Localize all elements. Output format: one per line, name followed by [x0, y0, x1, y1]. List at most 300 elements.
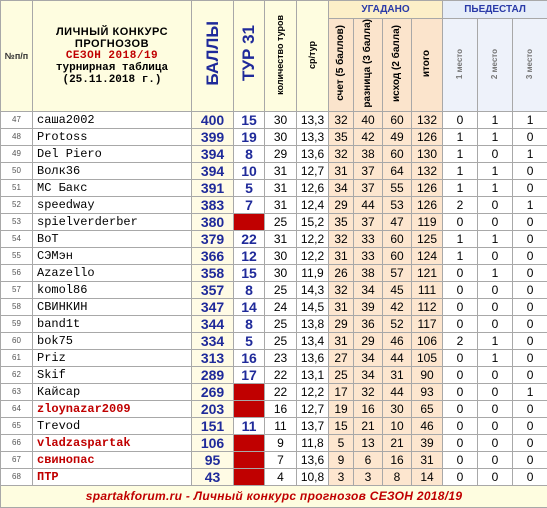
place3-cell: 0: [513, 230, 547, 247]
guessed-total-cell: 106: [412, 332, 443, 349]
difference-cell: 44: [354, 196, 383, 213]
exact-score-cell: 5: [329, 434, 354, 451]
participant-name: свинопас: [33, 451, 192, 468]
place3-cell: 0: [513, 451, 547, 468]
col-tour-header: ТУР 31: [234, 1, 265, 112]
tours-count-cell: 29: [265, 145, 297, 162]
tour-points-cell: [234, 383, 265, 400]
place3-cell: 0: [513, 281, 547, 298]
row-index: 60: [1, 332, 33, 349]
points-cell: 334: [192, 332, 234, 349]
points-cell: 347: [192, 298, 234, 315]
footer-caption: spartakforum.ru - Личный конкурс прогнозов СЕЗОН 2018/19: [1, 485, 547, 507]
difference-cell: 33: [354, 230, 383, 247]
col-outcome-header: исход (2 балла): [383, 19, 412, 112]
place2-cell: 0: [478, 468, 513, 485]
participant-name: ПТР: [33, 468, 192, 485]
tours-count-cell: 25: [265, 213, 297, 230]
exact-score-cell: 29: [329, 315, 354, 332]
place1-cell: 0: [443, 111, 478, 128]
outcome-cell: 42: [383, 298, 412, 315]
place3-cell: 1: [513, 145, 547, 162]
exact-score-cell: 32: [329, 111, 354, 128]
tours-count-cell: 9: [265, 434, 297, 451]
place1-cell: 0: [443, 349, 478, 366]
row-index: 65: [1, 417, 33, 434]
difference-cell: 39: [354, 298, 383, 315]
col-points-header: БАЛЛЫ: [192, 1, 234, 112]
avg-per-tour-cell: 11,8: [297, 434, 329, 451]
difference-cell: 34: [354, 281, 383, 298]
difference-cell: 42: [354, 128, 383, 145]
table-row: [1, 111, 547, 128]
place3-cell: 1: [513, 196, 547, 213]
guessed-total-cell: 112: [412, 298, 443, 315]
place3-cell: 0: [513, 400, 547, 417]
table-row: [1, 230, 547, 247]
place3-cell: 0: [513, 162, 547, 179]
table-date: (25.11.2018 г.): [33, 74, 191, 86]
exact-score-cell: 31: [329, 162, 354, 179]
table-row: [1, 468, 547, 485]
participant-name: саша2002: [33, 111, 192, 128]
exact-score-cell: 19: [329, 400, 354, 417]
group-guessed-header: УГАДАНО: [329, 1, 443, 19]
exact-score-cell: 31: [329, 247, 354, 264]
guessed-total-cell: 132: [412, 111, 443, 128]
points-cell: 391: [192, 179, 234, 196]
place3-cell: 0: [513, 315, 547, 332]
table-title-block: [33, 1, 192, 112]
participant-name: vladzaspartak: [33, 434, 192, 451]
points-cell: 106: [192, 434, 234, 451]
avg-per-tour-cell: 13,7: [297, 417, 329, 434]
place2-cell: 0: [478, 145, 513, 162]
place2-cell: 1: [478, 230, 513, 247]
tours-count-cell: 16: [265, 400, 297, 417]
participant-name: bok75: [33, 332, 192, 349]
place1-cell: 0: [443, 468, 478, 485]
outcome-cell: 64: [383, 162, 412, 179]
place1-cell: 2: [443, 196, 478, 213]
tours-count-cell: 11: [265, 417, 297, 434]
participant-name: Skif: [33, 366, 192, 383]
tour-points-cell: [234, 213, 265, 230]
place3-cell: 0: [513, 179, 547, 196]
tours-count-cell: 22: [265, 383, 297, 400]
outcome-cell: 8: [383, 468, 412, 485]
points-cell: 394: [192, 145, 234, 162]
tours-count-cell: 31: [265, 230, 297, 247]
difference-cell: 36: [354, 315, 383, 332]
avg-per-tour-cell: 13,4: [297, 332, 329, 349]
place2-cell: 1: [478, 332, 513, 349]
season-label: СЕЗОН 2018/19: [33, 50, 191, 62]
difference-cell: 37: [354, 213, 383, 230]
avg-per-tour-cell: 12,2: [297, 230, 329, 247]
tour-points-cell: 12: [234, 247, 265, 264]
points-cell: 344: [192, 315, 234, 332]
guessed-total-cell: 117: [412, 315, 443, 332]
points-cell: 357: [192, 281, 234, 298]
row-index: 53: [1, 213, 33, 230]
place3-cell: 0: [513, 298, 547, 315]
points-cell: 400: [192, 111, 234, 128]
difference-cell: 33: [354, 247, 383, 264]
table-row: [1, 145, 547, 162]
place1-cell: 0: [443, 451, 478, 468]
outcome-cell: 55: [383, 179, 412, 196]
tours-count-cell: 30: [265, 128, 297, 145]
guessed-total-cell: 121: [412, 264, 443, 281]
tours-count-cell: 25: [265, 332, 297, 349]
avg-per-tour-cell: 12,7: [297, 400, 329, 417]
avg-per-tour-cell: 13,8: [297, 315, 329, 332]
points-cell: 203: [192, 400, 234, 417]
row-index: 59: [1, 315, 33, 332]
points-cell: 394: [192, 162, 234, 179]
place2-cell: 1: [478, 179, 513, 196]
table-row: [1, 383, 547, 400]
row-index: 52: [1, 196, 33, 213]
guessed-total-cell: 90: [412, 366, 443, 383]
place2-cell: 0: [478, 417, 513, 434]
outcome-cell: 44: [383, 349, 412, 366]
outcome-cell: 57: [383, 264, 412, 281]
exact-score-cell: 9: [329, 451, 354, 468]
place2-cell: 0: [478, 298, 513, 315]
tour-points-cell: 8: [234, 315, 265, 332]
participant-name: Priz: [33, 349, 192, 366]
points-cell: 380: [192, 213, 234, 230]
participant-name: Trevod: [33, 417, 192, 434]
outcome-cell: 46: [383, 332, 412, 349]
tours-count-cell: 31: [265, 196, 297, 213]
place3-cell: 1: [513, 383, 547, 400]
table-row: [1, 400, 547, 417]
place1-cell: 0: [443, 264, 478, 281]
tour-points-cell: 8: [234, 145, 265, 162]
table-row: [1, 264, 547, 281]
row-index: 50: [1, 162, 33, 179]
tour-points-cell: [234, 400, 265, 417]
tours-count-cell: 25: [265, 281, 297, 298]
outcome-cell: 60: [383, 111, 412, 128]
points-cell: 289: [192, 366, 234, 383]
col-place1-header: 1 место: [443, 19, 478, 112]
place3-cell: 0: [513, 349, 547, 366]
points-cell: 95: [192, 451, 234, 468]
outcome-cell: 60: [383, 145, 412, 162]
place2-cell: 0: [478, 196, 513, 213]
table-subtitle: турнирная таблица: [33, 62, 191, 74]
participant-name: band1t: [33, 315, 192, 332]
avg-per-tour-cell: 12,4: [297, 196, 329, 213]
standings-rows: [1, 111, 547, 485]
title-line-1: ЛИЧНЫЙ КОНКУРС: [33, 26, 191, 38]
participant-name: zloynazar2009: [33, 400, 192, 417]
tour-points-cell: 19: [234, 128, 265, 145]
tours-count-cell: 23: [265, 349, 297, 366]
points-cell: 43: [192, 468, 234, 485]
place2-cell: 0: [478, 400, 513, 417]
guessed-total-cell: 119: [412, 213, 443, 230]
tours-count-cell: 30: [265, 247, 297, 264]
guessed-total-cell: 130: [412, 145, 443, 162]
place1-cell: 0: [443, 315, 478, 332]
row-index: 58: [1, 298, 33, 315]
place2-cell: 0: [478, 213, 513, 230]
place1-cell: 1: [443, 162, 478, 179]
group-podium-header: ПЬЕДЕСТАЛ: [443, 1, 547, 19]
place3-cell: 0: [513, 213, 547, 230]
difference-cell: 38: [354, 264, 383, 281]
avg-per-tour-cell: 13,6: [297, 145, 329, 162]
exact-score-cell: 32: [329, 145, 354, 162]
row-index: 55: [1, 247, 33, 264]
guessed-total-cell: 126: [412, 196, 443, 213]
place2-cell: 1: [478, 349, 513, 366]
difference-cell: 38: [354, 145, 383, 162]
exact-score-cell: 35: [329, 213, 354, 230]
place2-cell: 0: [478, 281, 513, 298]
points-cell: 151: [192, 417, 234, 434]
row-index: 57: [1, 281, 33, 298]
tours-count-cell: 30: [265, 111, 297, 128]
points-cell: 358: [192, 264, 234, 281]
row-index: 63: [1, 383, 33, 400]
place1-cell: 1: [443, 179, 478, 196]
guessed-total-cell: 14: [412, 468, 443, 485]
row-index: 54: [1, 230, 33, 247]
row-index: 67: [1, 451, 33, 468]
place1-cell: 0: [443, 366, 478, 383]
place3-cell: 0: [513, 264, 547, 281]
difference-cell: 34: [354, 349, 383, 366]
table-row: [1, 196, 547, 213]
place2-cell: 0: [478, 434, 513, 451]
col-avg-header: ср/тур: [297, 1, 329, 112]
table-row: [1, 451, 547, 468]
row-index: 64: [1, 400, 33, 417]
row-index: 48: [1, 128, 33, 145]
place3-cell: 1: [513, 111, 547, 128]
avg-per-tour-cell: 10,8: [297, 468, 329, 485]
place1-cell: 0: [443, 434, 478, 451]
participant-name: komol86: [33, 281, 192, 298]
avg-per-tour-cell: 13,1: [297, 366, 329, 383]
place2-cell: 1: [478, 162, 513, 179]
tour-points-cell: 5: [234, 179, 265, 196]
table-row: [1, 213, 547, 230]
outcome-cell: 47: [383, 213, 412, 230]
points-cell: 269: [192, 383, 234, 400]
table-row: [1, 281, 547, 298]
tour-points-cell: [234, 434, 265, 451]
points-cell: 313: [192, 349, 234, 366]
guessed-total-cell: 105: [412, 349, 443, 366]
guessed-total-cell: 31: [412, 451, 443, 468]
difference-cell: 40: [354, 111, 383, 128]
outcome-cell: 10: [383, 417, 412, 434]
table-row: [1, 179, 547, 196]
tours-count-cell: 24: [265, 298, 297, 315]
outcome-cell: 16: [383, 451, 412, 468]
exact-score-cell: 26: [329, 264, 354, 281]
place1-cell: 0: [443, 400, 478, 417]
tour-points-cell: 8: [234, 281, 265, 298]
place3-cell: 0: [513, 247, 547, 264]
place3-cell: 0: [513, 128, 547, 145]
place3-cell: 0: [513, 434, 547, 451]
avg-per-tour-cell: 12,7: [297, 162, 329, 179]
guessed-total-cell: 93: [412, 383, 443, 400]
avg-per-tour-cell: 12,2: [297, 383, 329, 400]
guessed-total-cell: 111: [412, 281, 443, 298]
guessed-total-cell: 132: [412, 162, 443, 179]
outcome-cell: 44: [383, 383, 412, 400]
place2-cell: 0: [478, 366, 513, 383]
table-row: [1, 298, 547, 315]
table-row: [1, 366, 547, 383]
difference-cell: 6: [354, 451, 383, 468]
exact-score-cell: 32: [329, 281, 354, 298]
difference-cell: 37: [354, 179, 383, 196]
place1-cell: 1: [443, 128, 478, 145]
tours-count-cell: 25: [265, 315, 297, 332]
points-cell: 399: [192, 128, 234, 145]
row-index: 68: [1, 468, 33, 485]
participant-name: Azazello: [33, 264, 192, 281]
table-row: [1, 332, 547, 349]
col-number-header: №п/п: [1, 1, 33, 112]
row-index: 66: [1, 434, 33, 451]
difference-cell: 37: [354, 162, 383, 179]
avg-per-tour-cell: 13,3: [297, 128, 329, 145]
tours-count-cell: 31: [265, 179, 297, 196]
avg-per-tour-cell: 14,3: [297, 281, 329, 298]
avg-per-tour-cell: 13,6: [297, 349, 329, 366]
row-index: 47: [1, 111, 33, 128]
points-cell: 383: [192, 196, 234, 213]
tours-count-cell: 31: [265, 162, 297, 179]
guessed-total-cell: 125: [412, 230, 443, 247]
tours-count-cell: 22: [265, 366, 297, 383]
participant-name: BoT: [33, 230, 192, 247]
difference-cell: 21: [354, 417, 383, 434]
points-cell: 379: [192, 230, 234, 247]
tour-points-cell: 17: [234, 366, 265, 383]
difference-cell: 29: [354, 332, 383, 349]
col-exact-score-header: счет (5 баллов): [329, 19, 354, 112]
col-place2-header: 2 место: [478, 19, 513, 112]
outcome-cell: 53: [383, 196, 412, 213]
tours-count-cell: 7: [265, 451, 297, 468]
guessed-total-cell: 124: [412, 247, 443, 264]
tour-points-cell: [234, 468, 265, 485]
avg-per-tour-cell: 13,3: [297, 111, 329, 128]
tour-points-cell: 22: [234, 230, 265, 247]
outcome-cell: 52: [383, 315, 412, 332]
exact-score-cell: 32: [329, 230, 354, 247]
outcome-cell: 45: [383, 281, 412, 298]
guessed-total-cell: 65: [412, 400, 443, 417]
difference-cell: 34: [354, 366, 383, 383]
col-place3-header: 3 место: [513, 19, 547, 112]
difference-cell: 32: [354, 383, 383, 400]
place2-cell: 1: [478, 128, 513, 145]
place2-cell: 1: [478, 111, 513, 128]
outcome-cell: 60: [383, 230, 412, 247]
exact-score-cell: 27: [329, 349, 354, 366]
participant-name: СЭМэн: [33, 247, 192, 264]
place1-cell: 1: [443, 145, 478, 162]
exact-score-cell: 15: [329, 417, 354, 434]
place3-cell: 0: [513, 417, 547, 434]
exact-score-cell: 34: [329, 179, 354, 196]
table-row: [1, 315, 547, 332]
outcome-cell: 49: [383, 128, 412, 145]
place1-cell: 0: [443, 213, 478, 230]
tour-points-cell: 14: [234, 298, 265, 315]
place3-cell: 0: [513, 332, 547, 349]
exact-score-cell: 31: [329, 298, 354, 315]
place3-cell: 0: [513, 468, 547, 485]
guessed-total-cell: 126: [412, 179, 443, 196]
place2-cell: 0: [478, 247, 513, 264]
avg-per-tour-cell: 13,6: [297, 451, 329, 468]
tour-points-cell: 15: [234, 111, 265, 128]
place1-cell: 0: [443, 298, 478, 315]
participant-name: Волк36: [33, 162, 192, 179]
participant-name: СВИНКИН: [33, 298, 192, 315]
participant-name: spielverderber: [33, 213, 192, 230]
place1-cell: 1: [443, 230, 478, 247]
place2-cell: 0: [478, 383, 513, 400]
difference-cell: 3: [354, 468, 383, 485]
col-total-header: итого: [412, 19, 443, 112]
place2-cell: 1: [478, 264, 513, 281]
tours-count-cell: 4: [265, 468, 297, 485]
table-row: [1, 128, 547, 145]
avg-per-tour-cell: 11,9: [297, 264, 329, 281]
participant-name: Кайсар: [33, 383, 192, 400]
tour-points-cell: 16: [234, 349, 265, 366]
avg-per-tour-cell: 12,2: [297, 247, 329, 264]
participant-name: speedway: [33, 196, 192, 213]
tours-count-cell: 30: [265, 264, 297, 281]
participant-name: МС Бакс: [33, 179, 192, 196]
exact-score-cell: 31: [329, 332, 354, 349]
outcome-cell: 30: [383, 400, 412, 417]
exact-score-cell: 17: [329, 383, 354, 400]
title-line-2: ПРОГНОЗОВ: [33, 38, 191, 50]
tour-points-cell: 10: [234, 162, 265, 179]
tour-points-cell: [234, 451, 265, 468]
table-row: [1, 162, 547, 179]
exact-score-cell: 3: [329, 468, 354, 485]
points-cell: 366: [192, 247, 234, 264]
avg-per-tour-cell: 14,5: [297, 298, 329, 315]
participant-name: Del Piero: [33, 145, 192, 162]
difference-cell: 16: [354, 400, 383, 417]
exact-score-cell: 35: [329, 128, 354, 145]
guessed-total-cell: 39: [412, 434, 443, 451]
place1-cell: 0: [443, 417, 478, 434]
guessed-total-cell: 46: [412, 417, 443, 434]
row-index: 62: [1, 366, 33, 383]
table-row: [1, 247, 547, 264]
